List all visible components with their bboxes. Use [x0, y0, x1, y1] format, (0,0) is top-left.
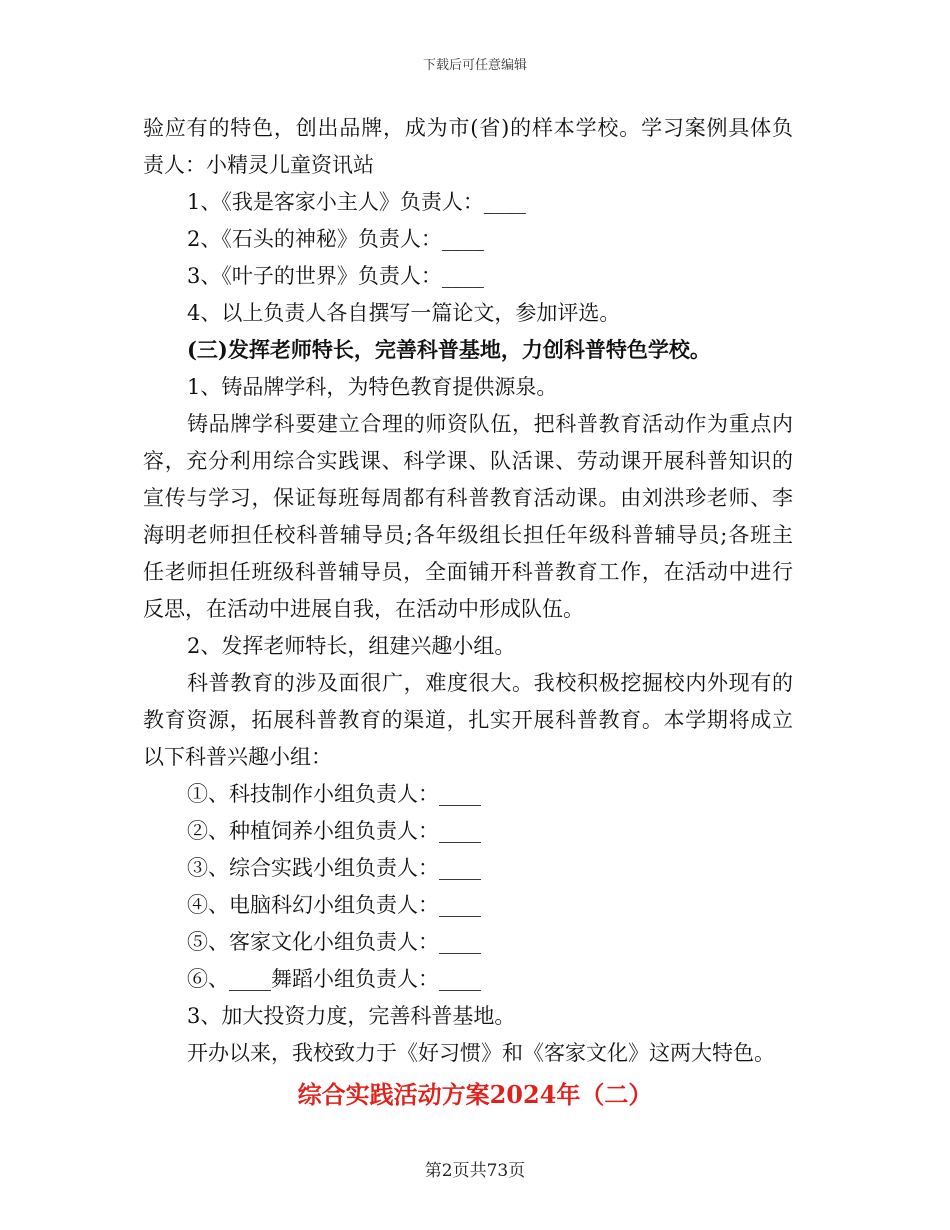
paragraph-line: 责人：小精灵儿童资讯站 — [143, 153, 374, 177]
section-title: 综合实践活动方案2024年（二） — [297, 1080, 653, 1109]
paragraph-line: 验应有的特色，创出品牌，成为市(省)的样本学校。学习案例具体负 — [143, 116, 793, 140]
subheading: 3、加大投资力度，完善科普基地。 — [187, 1004, 516, 1028]
paragraph-line: 科普教育的涉及面很广，难度很大。我校积极挖掘校内外现有的 — [187, 671, 793, 695]
paragraph-line: 海明老师担任校科普辅导员;各年级组长担任年级科普辅导员;各班主 — [143, 523, 793, 547]
paragraph-line: 以下科普兴趣小组： — [143, 745, 332, 769]
subheading: 2、发挥老师特长，组建兴趣小组。 — [187, 634, 516, 658]
paragraph-line: 宣传与学习，保证每班每周都有科普教育活动课。由刘洪珍老师、李 — [143, 486, 793, 510]
page-footer: 第2页共73页 — [424, 1161, 526, 1181]
page-header: 下载后可任意编辑 — [422, 58, 527, 73]
paragraph-line: 铸品牌学科要建立合理的师资队伍，把科普教育活动作为重点内 — [187, 412, 793, 436]
paragraph-line: 反思，在活动中进展自我，在活动中形成队伍。 — [143, 597, 584, 621]
subheading: 1、铸品牌学科，为特色教育提供源泉。 — [187, 375, 558, 399]
list-item: ①、科技制作小组负责人：____ — [187, 782, 481, 806]
list-item: ⑤、客家文化小组负责人：____ — [187, 930, 481, 954]
list-item: ③、综合实践小组负责人：____ — [187, 856, 481, 880]
paragraph-line: 容，充分利用综合实践课、科学课、队活课、劳动课开展科普知识的 — [143, 449, 793, 473]
paragraph-line: 教育资源，拓展科普教育的渠道，扎实开展科普教育。本学期将成立 — [143, 708, 793, 732]
list-item: ②、种植饲养小组负责人：____ — [187, 819, 481, 843]
list-item: 3、《叶子的世界》负责人：____ — [187, 264, 484, 288]
list-item: 1、《我是客家小主人》负责人：____ — [187, 190, 526, 214]
section-heading: (三)发挥老师特长，完善科普基地，力创科普特色学校。 — [187, 337, 711, 362]
paragraph-line: 任老师担任班级科普辅导员，全面铺开科普教育工作，在活动中进行 — [143, 560, 793, 584]
list-item: ⑥、____舞蹈小组负责人：____ — [187, 967, 481, 991]
list-item: 4、以上负责人各自撰写一篇论文，参加评选。 — [187, 301, 621, 325]
list-item: ④、电脑科幻小组负责人：____ — [187, 893, 481, 917]
list-item: 2、《石头的神秘》负责人：____ — [187, 227, 484, 251]
paragraph-line: 开办以来，我校致力于《好习惯》和《客家文化》这两大特色。 — [187, 1041, 775, 1065]
